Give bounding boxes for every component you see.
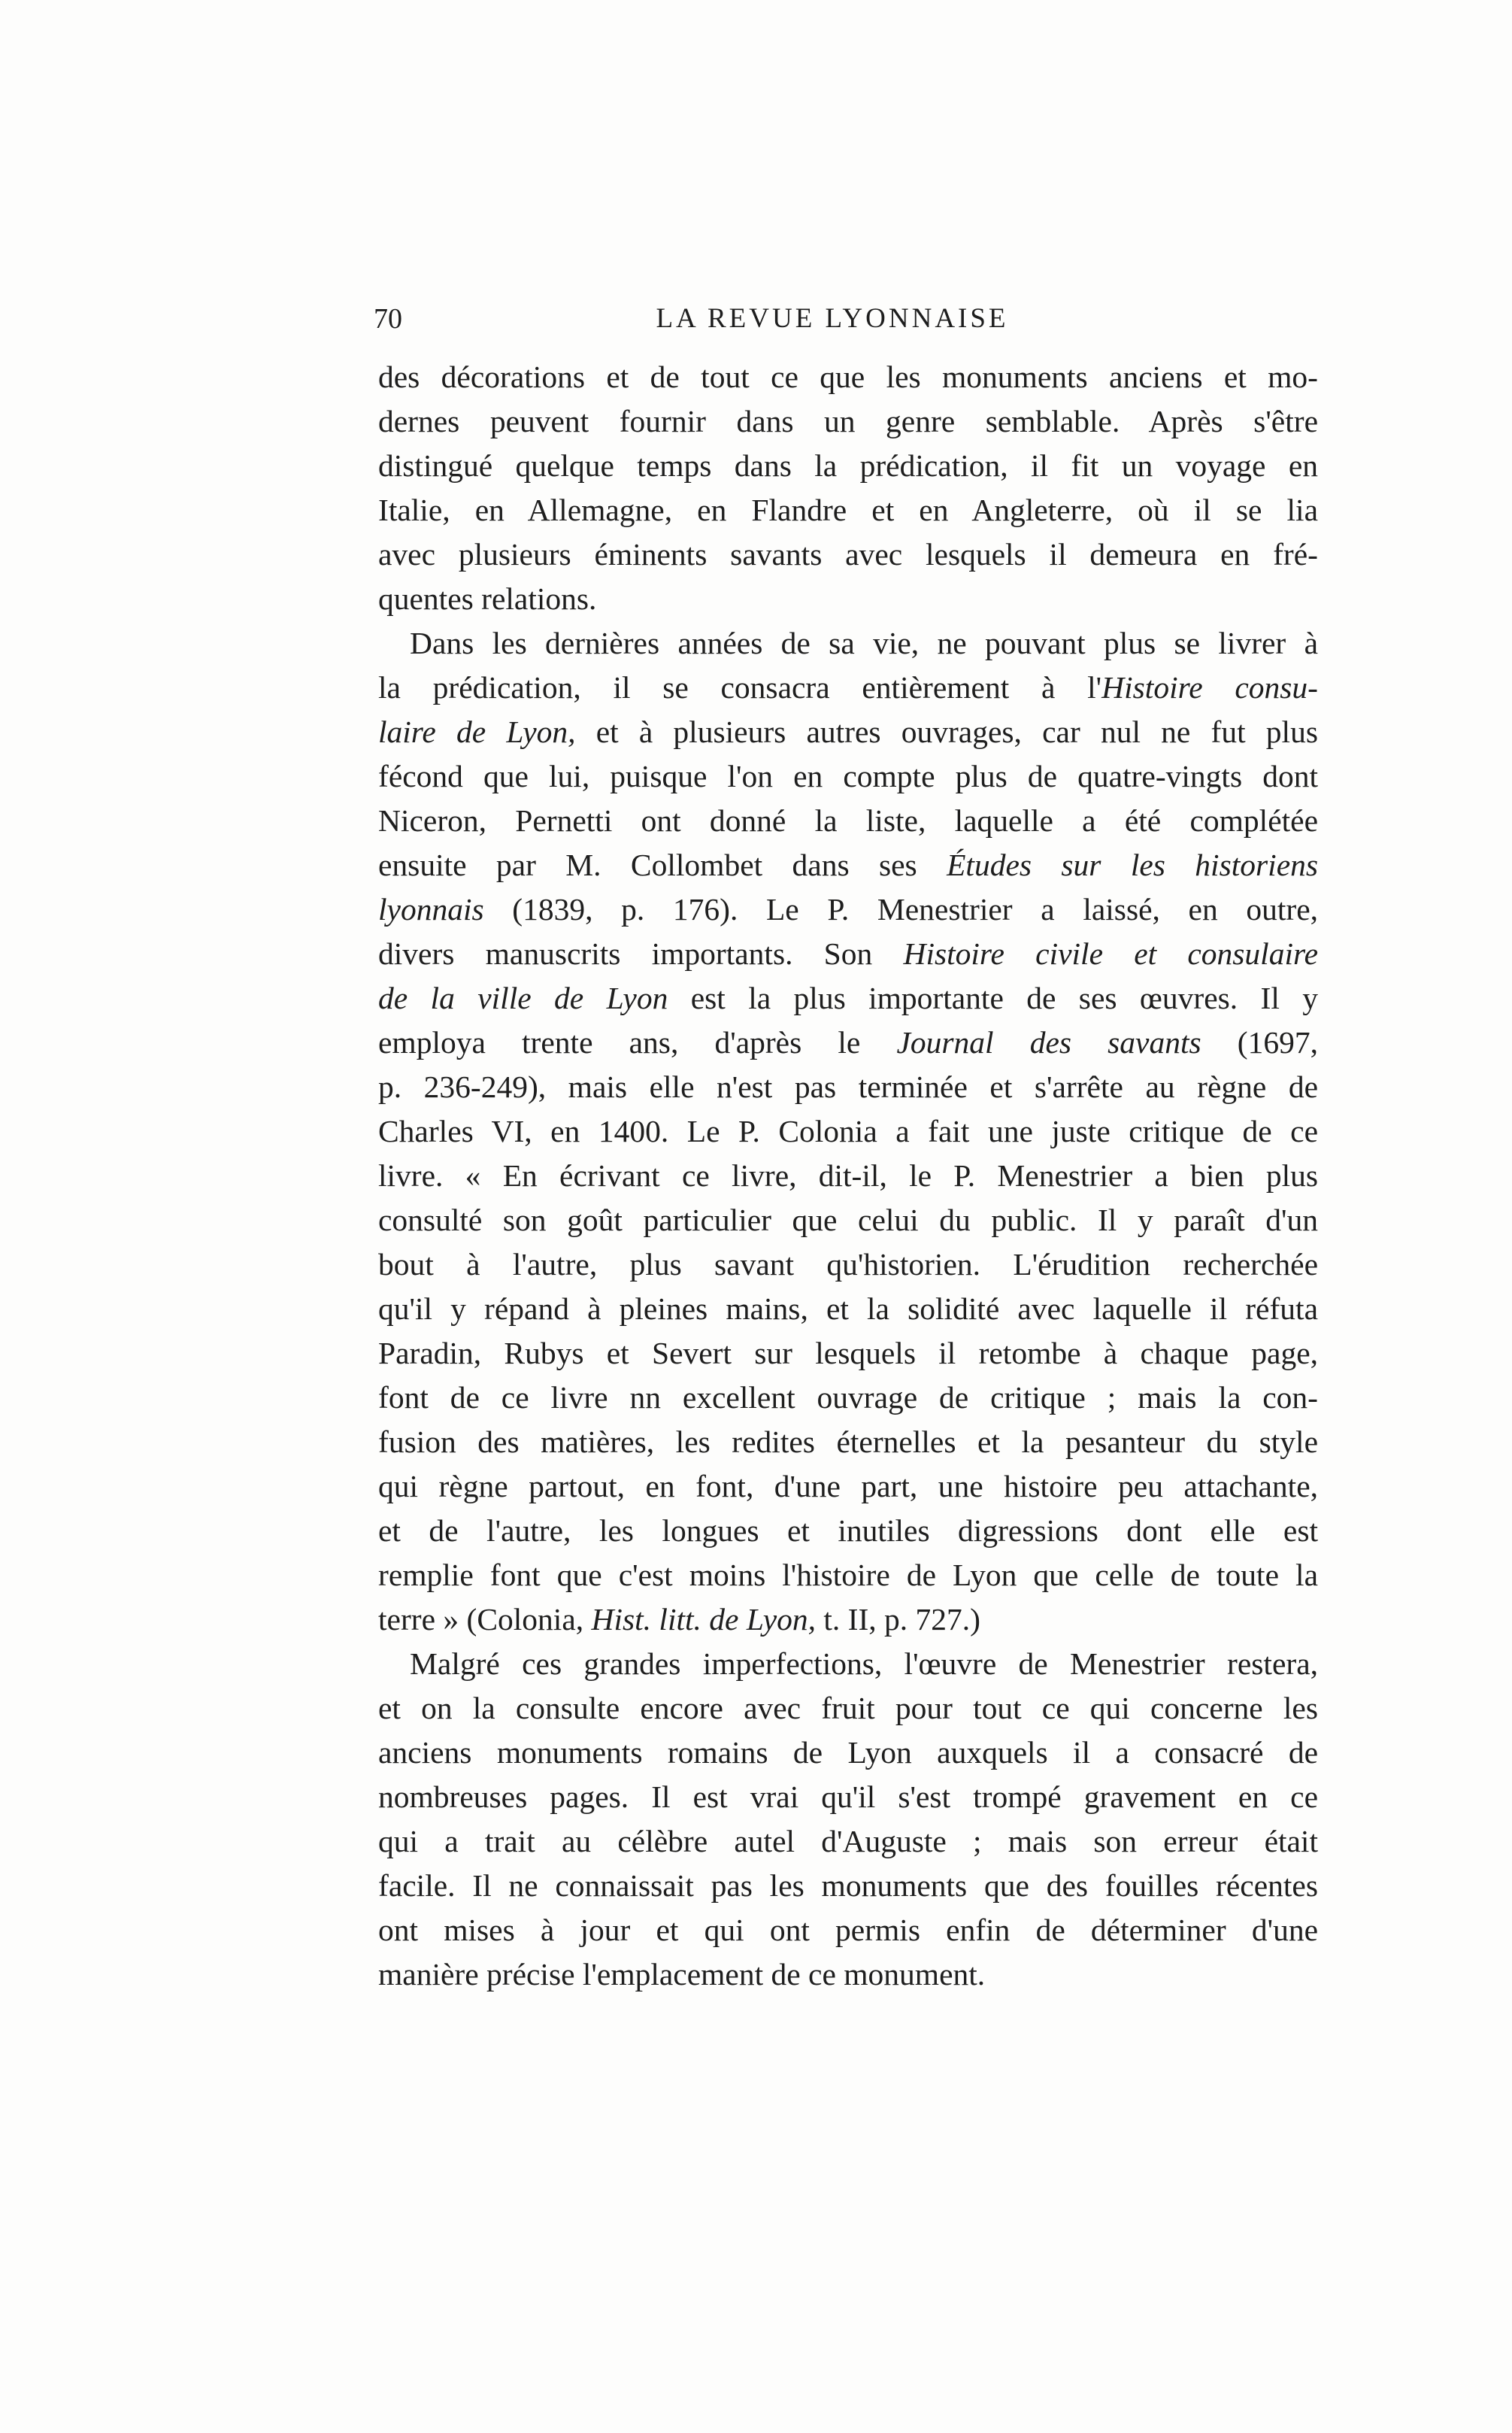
italic-title: Histoire civile et consulaire xyxy=(903,936,1318,971)
text-line: Dans les dernières années de sa vie, ne pouvant plus se livrer à xyxy=(410,626,1318,660)
italic-title: Journal des savants xyxy=(896,1025,1201,1060)
text-line: et on la consulte encore avec fruit pour tout ce qui concerne les xyxy=(378,1691,1318,1725)
text-line: dernes peuvent fournir dans un genre semblable. Après s'être xyxy=(378,404,1318,438)
text-line: Paradin, Rubys et Severt sur lesquels il retombe à chaque page, xyxy=(378,1336,1318,1370)
text-line: distingué quelque temps dans la prédication, il fit un voyage en xyxy=(378,448,1318,483)
text-line: la prédication, il se consacra entièrement à l'Histoire consu- xyxy=(378,670,1318,705)
running-head xyxy=(374,302,1291,347)
text-line: Italie, en Allemagne, en Flandre et en Angleterre, où il se lia xyxy=(378,493,1318,527)
text-line: quentes relations. xyxy=(378,581,597,616)
text-line: font de ce livre nn excellent ouvrage de critique ; mais la con- xyxy=(378,1380,1318,1415)
text-line: fécond que lui, puisque l'on en compte plus de quatre-vingts dont xyxy=(378,759,1318,793)
text-line: avec plusieurs éminents savants avec lesquels il demeura en fré- xyxy=(378,537,1318,572)
text-line: Malgré ces grandes imperfections, l'œuvre de Menestrier restera, xyxy=(410,1646,1318,1681)
text-line: bout à l'autre, plus savant qu'historien. L'érudition recherchée xyxy=(378,1247,1318,1282)
page-number: 70 xyxy=(374,303,402,335)
italic-title: Hist. litt. de Lyon, xyxy=(591,1602,816,1637)
text-line: qui a trait au célèbre autel d'Auguste ; mais son erreur était xyxy=(378,1824,1318,1858)
text-line: ensuite par M. Collombet dans ses Études sur les historiens xyxy=(378,848,1319,882)
text-line: consulté son goût particulier que celui du public. Il y paraît d'un xyxy=(378,1203,1318,1237)
text-line: Niceron, Pernetti ont donné la liste, laquelle a été complétée xyxy=(378,803,1318,838)
text-line: divers manuscrits importants. Son Histoire civile et consulaire xyxy=(378,936,1318,971)
text-line: fusion des matières, les redites éternelles et la pesanteur du style xyxy=(378,1424,1318,1459)
text-line: ont mises à jour et qui ont permis enfin de déterminer d'une xyxy=(378,1913,1318,1947)
text-line: nombreuses pages. Il est vrai qu'il s'est trompé gravement en ce xyxy=(378,1779,1318,1814)
text-line: laire de Lyon, et à plusieurs autres ouvrages, car nul ne fut plus xyxy=(378,714,1318,749)
text-line: des décorations et de tout ce que les monuments anciens et mo- xyxy=(378,359,1318,394)
text-line: et de l'autre, les longues et inutiles digressions dont elle est xyxy=(378,1513,1318,1548)
body-text xyxy=(378,355,1318,1997)
italic-title: lyonnais xyxy=(378,892,484,927)
text-line: qui règne partout, en font, d'une part, une histoire peu attachante, xyxy=(378,1469,1318,1503)
text-line: terre » (Colonia, Hist. litt. de Lyon, t. II, p. 727.) xyxy=(378,1602,980,1637)
text-line: de la ville de Lyon est la plus importante de ses œuvres. Il y xyxy=(378,981,1318,1015)
text-line: remplie font que c'est moins l'histoire de Lyon que celle de toute la xyxy=(378,1558,1318,1592)
text-line: livre. « En écrivant ce livre, dit-il, le P. Menestrier a bien plus xyxy=(378,1158,1318,1193)
text-line: lyonnais (1839, p. 176). Le P. Menestrier a laissé, en outre, xyxy=(378,892,1318,927)
italic-title: Histoire consu- xyxy=(1101,670,1318,705)
text-line: manière précise l'emplacement de ce monument. xyxy=(378,1957,986,1992)
text-line: qu'il y répand à pleines mains, et la solidité avec laquelle il réfuta xyxy=(378,1291,1318,1326)
text-line: anciens monuments romains de Lyon auxquels il a consacré de xyxy=(378,1735,1318,1770)
text-line: facile. Il ne connaissait pas les monuments que des fouilles récentes xyxy=(378,1868,1318,1903)
text-line: employa trente ans, d'après le Journal des savants (1697, xyxy=(378,1025,1318,1060)
italic-title: de la ville de Lyon xyxy=(378,981,668,1015)
italic-title: laire de Lyon, xyxy=(378,714,576,749)
text-line: Charles VI, en 1400. Le P. Colonia a fait une juste critique de ce xyxy=(378,1114,1318,1148)
italic-title: Études sur les historiens xyxy=(947,848,1319,882)
journal-title: LA REVUE LYONNAISE xyxy=(656,303,1009,334)
text-line: p. 236-249), mais elle n'est pas terminée et s'arrête au règne de xyxy=(378,1069,1318,1104)
